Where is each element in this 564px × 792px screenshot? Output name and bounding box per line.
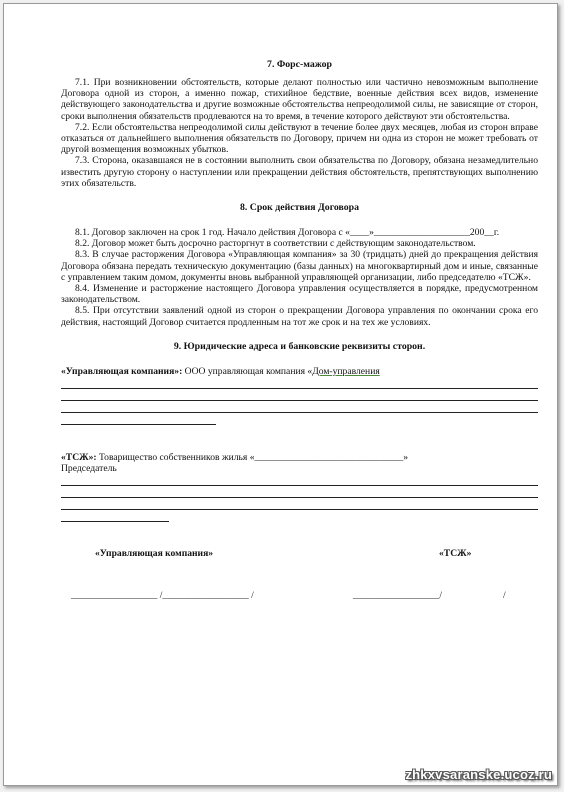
tsj-label: «ТСЖ»: <box>61 452 97 464</box>
section-8-title: 8. Срок действия Договора <box>239 202 360 214</box>
tsj-signature-line: __________________/ <box>353 590 443 602</box>
tsj-details-line <box>61 486 538 498</box>
document-page <box>3 3 558 786</box>
section-9-title: 9. Юридические адреса и банковские реквизиты сторон. <box>173 340 426 352</box>
site-watermark: zhkxvsaranske.ucoz.ru <box>405 767 552 782</box>
clause-8-2: 8.2. Договор может быть досрочно расторгнут в соответствии с действующим законодательством. <box>75 238 476 250</box>
tsj-text: Товарищество собственников жилья «_______________________________» <box>99 452 408 464</box>
company-signature-title: «Управляющая компания» <box>95 548 214 560</box>
clause-7-3: 7.3. Сторона, оказавшаяся не в состоянии выполнить свои обязательства по Договору, обязана незамедлительно известить другую сторону о наступлении или прекращении действия обстоятельств, препятствующих выполнению этих обязательств. <box>61 155 538 189</box>
tsj-details-line <box>61 474 538 486</box>
tsj-details-line <box>61 510 169 522</box>
chairman-label: Председатель <box>61 463 117 475</box>
company-details-line <box>61 377 538 389</box>
tsj-signature-slash: / <box>503 590 506 602</box>
section-7-title: 7. Форс-мажор <box>267 59 332 70</box>
signature-titles <box>61 548 538 562</box>
document-content <box>61 59 538 604</box>
company-label: «Управляющая компания»: <box>61 365 183 377</box>
company-name: Дом-управления <box>312 365 380 377</box>
tsj-details <box>61 452 538 463</box>
company-details-line <box>61 413 216 425</box>
clause-8-1: 8.1. Договор заключен на срок 1 год. Начало действия Договора с «____»____________________200__г. <box>75 227 500 239</box>
company-signature-line: __________________ /__________________ / <box>71 590 254 602</box>
tsj-signature-title: «ТСЖ» <box>439 548 472 560</box>
clause-8-5: 8.5. При отсутствии заявлений одной из сторон о прекращении Договора управления по окончании срока его действия, настоящий Договор считается продленным на тот же срок и на тех же условиях. <box>61 305 538 328</box>
signature-lines <box>61 590 538 604</box>
clause-8-3: 8.3. В случае расторжения Договора «Управляющая компания» за 30 (тридцать) дней до прекращения действия Договора обязана передать техническую документацию (базы данных) на многоквартирный дом и иные, связанные с управлением таким домом, документы вновь выбранной управляющей организации, либо председателю «ТСЖ». <box>61 249 538 283</box>
tsj-details-line <box>61 498 538 510</box>
company-details-line <box>61 389 538 401</box>
company-details <box>61 366 538 377</box>
clause-7-1: 7.1. При возникновении обстоятельств, которые делают полностью или частично невозможным выполнение Договора одной из сторон, а именно пожар, стихийное бедствие, военные действия всех видов, изменение действующего законодательства и другие возможные обстоятельства непреодолимой силы, не зависящие от сторон, сроки выполнения обязательств продлеваются на то время, в течение которого действуют эти обстоятельства. <box>61 77 538 122</box>
clause-7-2: 7.2. Если обстоятельства непреодолимой силы действуют в течение более двух месяцев, любая из сторон вправе отказаться от дальнейшего выполнения обязательств по Договору, причем ни одна из сторон не может требовать от другой возмещения возможных убытков. <box>61 121 538 156</box>
company-text: ООО управляющая компания « <box>184 365 313 377</box>
company-details-line <box>61 401 538 413</box>
clause-8-4: 8.4. Изменение и расторжение настоящего Договора управления осуществляется в порядке, предусмотренном законодательством. <box>61 283 538 306</box>
